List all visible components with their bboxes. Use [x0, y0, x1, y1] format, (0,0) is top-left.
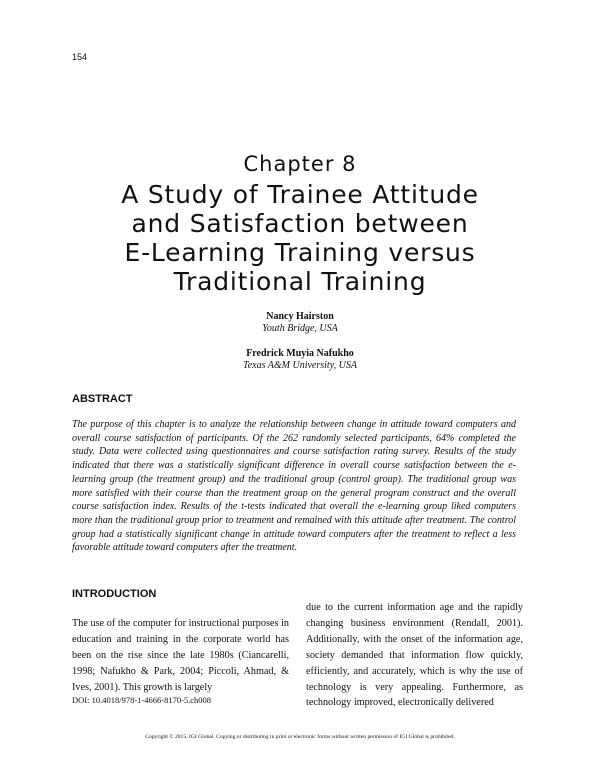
chapter-title: [70, 180, 530, 296]
intro-paragraph: The use of the computer for instructional purposes in education and training in the corporate world has been on the rise since the late 1980s (Ciancarelli, 1998; Nafukho & Park, 2004; Piccoli, Ahmad, & Ives, 2001). This growth is largely: [72, 618, 289, 693]
doi: DOI: 10.4018/978-1-4666-8170-5.ch008: [72, 695, 212, 705]
title-line: and Satisfaction between: [131, 209, 469, 238]
author-name: Nancy Hairston: [266, 311, 334, 322]
abstract-heading: ABSTRACT: [72, 393, 133, 405]
title-line: E-Learning Training versus: [124, 238, 476, 267]
author-affiliation: Texas A&M University, USA: [243, 360, 357, 371]
page-number: 154: [72, 52, 88, 62]
intro-left-column: [72, 616, 289, 696]
abstract-text: The purpose of this chapter is to analyze the relationship between change in attitude toward computers and overall course satisfaction of participants. Of the 262 randomly selected participants, 64% completed the study. Data were collected using questionnaires and course satisfaction rating survey. Results of the study indicated that there was a statistically significant difference in overall course satisfaction between the e-learning group (the treatment group) and the traditional group (control group). The traditional group was more satisfied with their course than the treatment group on the general program construct and the overall course satisfaction index. Results of the t-tests indicated that overall the e-learning group liked computers more than the traditional group prior to treatment and remained with this attitude after treatment. The control group had a statistically significant change in attitude toward computers after the treatment to reflect a less favorable attitude toward computers after the treatment.: [72, 419, 516, 554]
copyright-notice: Copyright © 2015, IGI Global. Copying or distributing in print or electronic forms without written permission of IGI Global is prohibited.: [145, 734, 455, 740]
intro-right-column: [306, 600, 523, 711]
title-line: A Study of Trainee Attitude: [121, 180, 479, 209]
author-affiliation: Youth Bridge, USA: [262, 323, 338, 334]
chapter-label: Chapter 8: [243, 152, 357, 176]
author-name: Fredrick Muyia Nafukho: [246, 348, 354, 359]
intro-paragraph: due to the current information age and the rapidly changing business environment (Rendall, 2001). Additionally, with the onset of the information age, society demanded that information flow quickly, efficiently, and accurately, which is why the use of technology is very appealing. Furthermore, as technology improved, electronically delivered: [306, 602, 523, 709]
title-line: Traditional Training: [173, 267, 427, 296]
introduction-heading: INTRODUCTION: [72, 588, 157, 600]
